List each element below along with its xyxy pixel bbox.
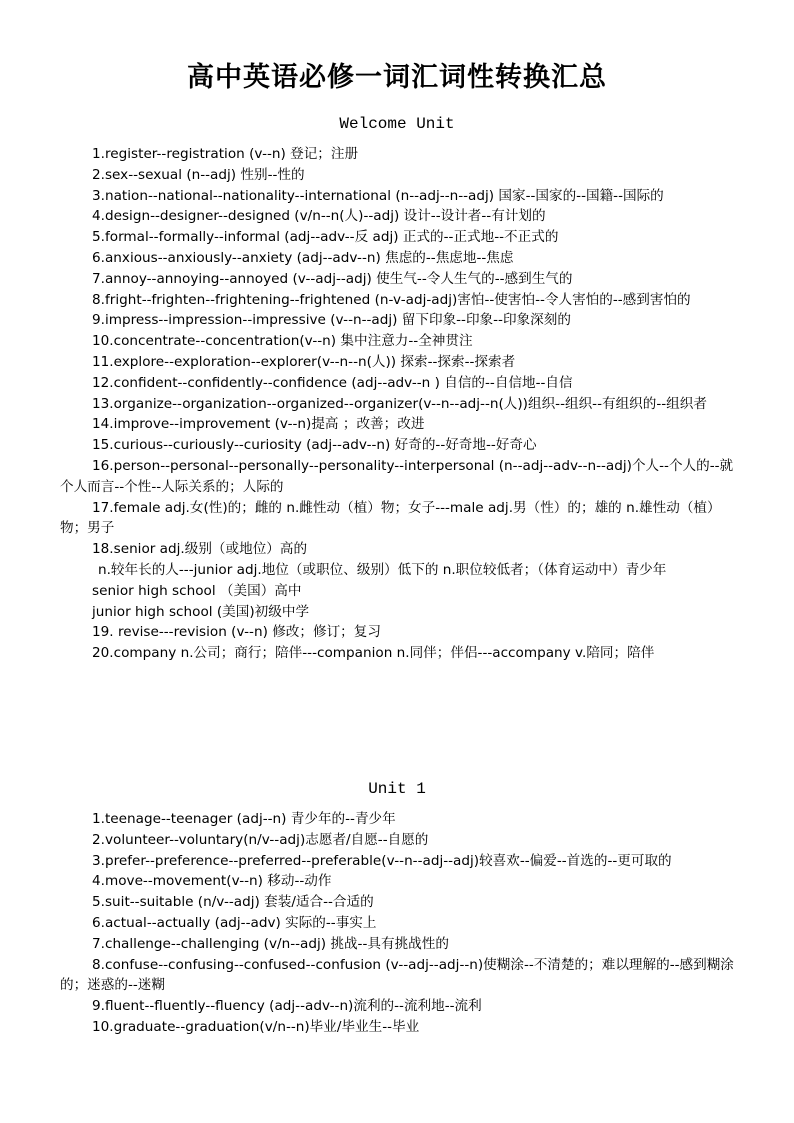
welcome-unit-word-list xyxy=(60,144,736,664)
list-item: 19. revise---revision (v--n) 修改；修订；复习 xyxy=(92,624,381,641)
list-item: 4.move--movement(v--n) 移动--动作 xyxy=(92,873,332,890)
list-item: 10.concentrate--concentration(v--n) 集中注意力--全神贯注 xyxy=(92,333,473,350)
list-item: 3.prefer--preference--preferred--preferable(v--n--adj--adj)较喜欢--偏爱--首选的--更可取的 xyxy=(92,852,672,869)
list-item: 4.design--designer--designed (v/n--n(人)--adj) 设计--设计者--有计划的 xyxy=(92,208,546,225)
list-item: 1.register--registration (v--n) 登记；注册 xyxy=(92,146,359,162)
list-item: 6.anxious--anxiously--anxiety (adj--adv--n) 焦虑的--焦虑地--焦虑 xyxy=(92,249,514,266)
list-item: 11.explore--exploration--explorer(v--n--n(人)) 探索--探索--探索者 xyxy=(92,353,516,370)
list-item: 16.person--personal--personally--personality--interpersonal (n--adj--adv--n--adj)个人--个人的--就个人而言--个性--人际关系的；人际的 xyxy=(60,457,734,495)
list-item: 6.actual--actually (adj--adv) 实际的--事实上 xyxy=(92,914,377,931)
list-item: 8.confuse--confusing--confused--confusion (v--adj--adj--n)使糊涂--不清楚的；难以理解的--感到糊涂的；迷惑的--迷糊 xyxy=(60,956,734,994)
list-item: 9.fluent--fluently--fluency (adj--adv--n)流利的--流利地--流利 xyxy=(92,998,482,1015)
list-item: 5.formal--formally--informal (adj--adv--反 adj) 正式的--正式地--不正式的 xyxy=(92,229,559,246)
list-item: 2.sex--sexual (n--adj) 性别--性的 xyxy=(92,166,305,183)
list-item: 13.organize--organization--organized--organizer(v--n--adj--n(人))组织--组织--有组织的--组织者 xyxy=(92,395,707,412)
list-item: 9.impress--impression--impressive (v--n--adj) 留下印象--印象--印象深刻的 xyxy=(92,312,571,329)
list-item: 7.annoy--annoying--annoyed (v--adj--adj) 使生气--令人生气的--感到生气的 xyxy=(92,270,573,287)
document-title: 高中英语必修一词汇词性转换汇总 xyxy=(187,62,607,93)
list-item: 1.teenage--teenager (adj--n) 青少年的--青少年 xyxy=(92,811,396,827)
list-item: 8.fright--frighten--frightening--frightened (n-v-adj-adj)害怕--使害怕--令人害怕的--感到害怕的 xyxy=(92,291,691,308)
list-item: 10.graduate--graduation(v/n--n)毕业/毕业生--毕业 xyxy=(92,1018,420,1035)
list-item: 12.confident--confidently--confidence (adj--adv--n ) 自信的--自信地--自信 xyxy=(92,374,573,391)
list-item: 17.female adj.女(性)的；雌的 n.雌性动（植）物；女子---male adj.男（性）的；雄的 n.雄性动（植）物；男子 xyxy=(60,499,721,537)
unit-1-word-list xyxy=(60,809,736,1038)
list-item: 7.challenge--challenging (v/n--adj) 挑战--具有挑战性的 xyxy=(92,935,449,952)
list-item: 2.volunteer--voluntary(n/v--adj)志愿者/自愿--自愿的 xyxy=(92,831,429,848)
section-heading-unit-1: Unit 1 xyxy=(368,780,426,798)
list-item: 3.nation--national--nationality--international (n--adj--n--adj) 国家--国家的--国籍--国际的 xyxy=(92,187,664,204)
list-item: 14.improve--improvement (v--n)提高 ；改善；改进 xyxy=(92,416,425,433)
list-item: n.较年长的人---junior adj.地位（或职位、级别）低下的 n.职位较低者；（体育运动中）青少年 xyxy=(98,561,667,578)
list-item: 20.company n.公司；商行；陪伴---companion n.同伴；伴侣---accompany v.陪同；陪伴 xyxy=(92,645,655,662)
list-item: 5.suit--suitable (n/v--adj) 套装/适合--合适的 xyxy=(92,894,374,911)
section-heading-welcome-unit: Welcome Unit xyxy=(339,115,455,133)
list-item: 15.curious--curiously--curiosity (adj--adv--n) 好奇的--好奇地--好奇心 xyxy=(92,437,537,454)
list-item: senior high school （美国）高中 xyxy=(92,582,302,599)
list-item: 18.senior adj.级别（或地位）高的 xyxy=(92,541,308,558)
list-item: junior high school (美国)初级中学 xyxy=(92,603,310,620)
